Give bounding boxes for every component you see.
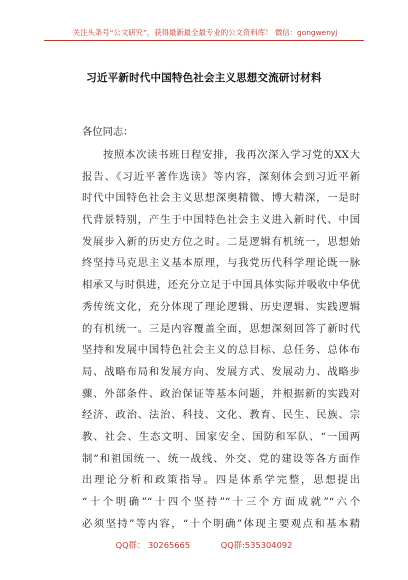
- body-line: 报告、《习近平著作选读》等内容，深刻体会到习近平新: [82, 170, 360, 183]
- header-banner: 关注头条号“公文研究”，获得最新最全最专业的公文资料库！ 微信：gongwenyj: [72, 28, 338, 37]
- body-line: 坚持和发展中国特色社会主义的总目标、总任务、总体布: [82, 344, 360, 357]
- body-line: 必须坚持”等内容，“十个明确”体现主要观点和基本精: [82, 517, 360, 530]
- body-line: 局、战略布局和发展方向、发展方式、发展动力、战略步: [82, 365, 360, 378]
- body-line: 代背景特别，产生于中国特色社会主义进入新时代、中国: [82, 214, 360, 227]
- body-line: 骤、外部条件、政治保证等基本问题，并根据新的实践对: [82, 387, 360, 400]
- body-line: 制”和祖国统一、统一战线、外交、党的建设等各方面作: [82, 452, 360, 465]
- body-line: 秀传统文化，充分体现了理论逻辑、历史逻辑、实践逻辑: [82, 300, 360, 313]
- body-line: 发展步入新的历史方位之时。二是逻辑有机统一，思想始: [82, 235, 360, 248]
- body-line: 时代中国特色社会主义思想深奥精微、博大精深，一是时: [82, 192, 360, 205]
- footer-qq-group-1: QQ群： 30265665: [115, 540, 191, 550]
- body-line: 终坚持马克思主义基本原理，与我党历代科学理论既一脉: [82, 257, 360, 270]
- body-line: 教、社会、生态文明、国家安全、国防和军队、“一国两: [82, 430, 360, 443]
- document-title: 习近平新时代中国特色社会主义思想交流研讨材料: [86, 72, 322, 84]
- body-line: 按照本次读书班日程安排，我再次深入学习党的XX大: [103, 149, 360, 161]
- footer-qq-group-2: QQ群:535304092: [220, 540, 293, 550]
- body-line: “十个明确”“十四个坚持”“十三个方面成就”“六个: [82, 496, 360, 508]
- footer: [44, 539, 364, 551]
- salutation: 各位同志：: [82, 126, 134, 138]
- body-line: 经济、政治、法治、科技、文化、教育、民生、民族、宗: [82, 409, 360, 422]
- body-line: 相承又与时俱进，还充分立足于中国具体实际并吸收中华优: [82, 279, 360, 292]
- body-text: [82, 145, 360, 535]
- body-line: 出理论分析和政策指导。四是体系学完整，思想提出: [82, 474, 360, 487]
- body-line: 的有机统一。三是内容覆盖全面，思想深刻回答了新时代: [82, 322, 360, 335]
- header-divider: [44, 40, 364, 41]
